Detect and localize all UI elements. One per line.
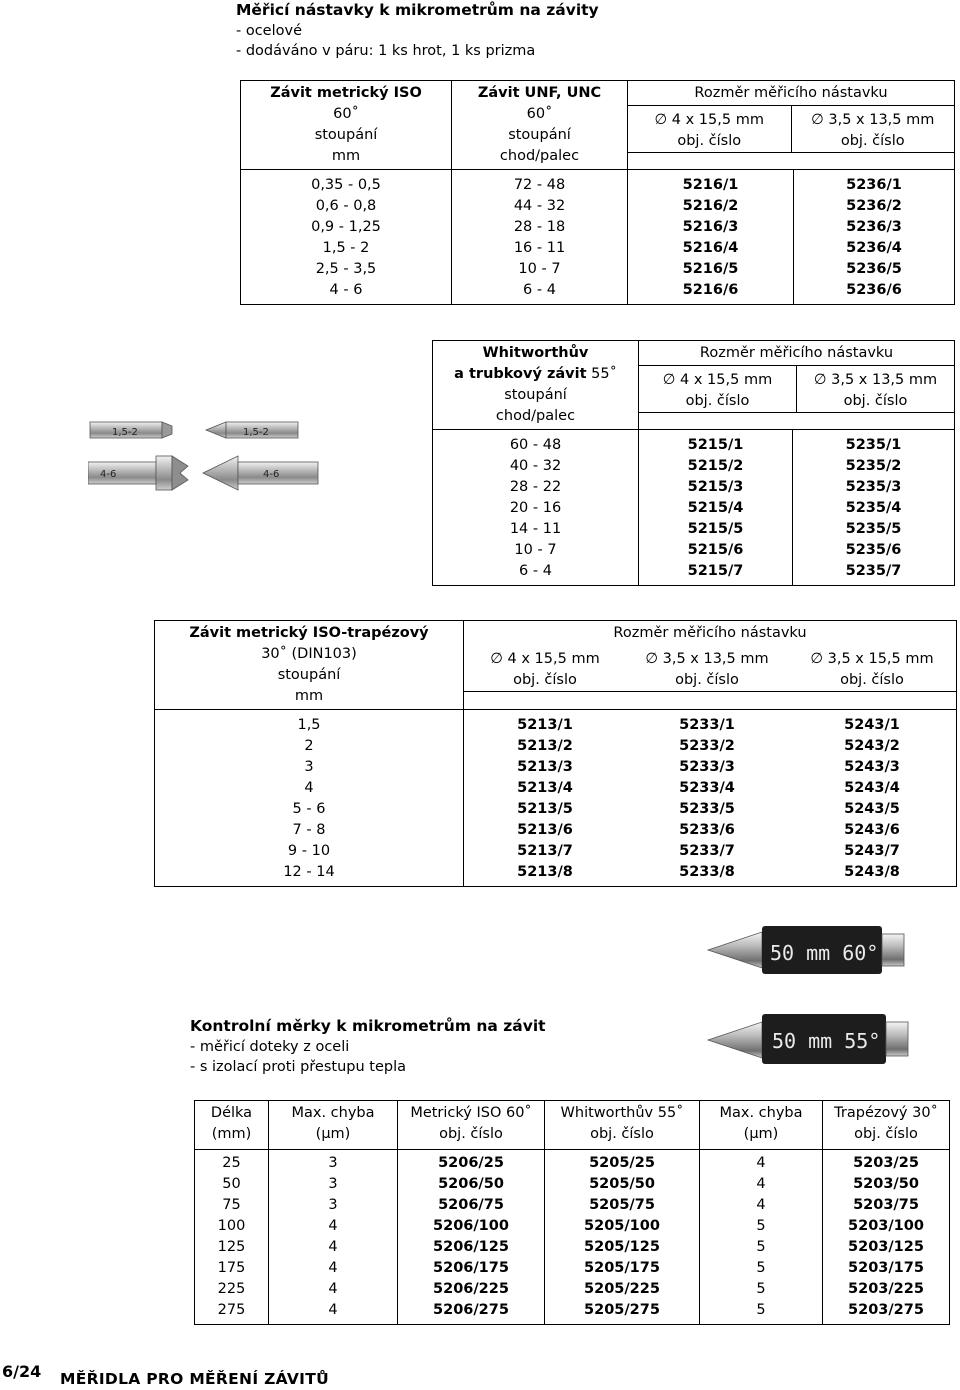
t1-head-col4-size: ∅ 3,5 x 13,5 mm xyxy=(811,112,935,128)
t3-head-col3 xyxy=(626,645,788,692)
t2-head-col1-title: Whitworthův xyxy=(482,345,589,361)
t4-col5 xyxy=(700,1150,823,1325)
t1-col4-row: 5236/3 xyxy=(846,219,902,235)
large-prism-tip xyxy=(88,462,156,484)
t3-col3-row: 5233/7 xyxy=(679,843,735,859)
t3-col2-row: 5213/5 xyxy=(517,801,573,817)
t1-col2-row: 44 - 32 xyxy=(513,198,566,214)
t4-col4-row: 5205/50 xyxy=(589,1176,655,1192)
t3-col3-row: 5233/2 xyxy=(679,738,735,754)
t3-col2-row: 5213/8 xyxy=(517,864,573,880)
t1-col4-row: 5236/2 xyxy=(846,198,902,214)
t4-col1-row: 225 xyxy=(217,1281,246,1297)
t4-head-col5 xyxy=(700,1101,823,1150)
t3-head-col1-unit: mm xyxy=(294,688,324,704)
t2-col1-row: 10 - 7 xyxy=(514,542,557,558)
t4-col1-row: 125 xyxy=(217,1239,246,1255)
t2-col1-row: 40 - 32 xyxy=(509,458,562,474)
t1-head-col4 xyxy=(791,106,954,153)
t3-head-col2-label: obj. číslo xyxy=(513,672,577,688)
t3-col1-row: 4 xyxy=(304,780,314,796)
t4-col1-row: 275 xyxy=(217,1302,246,1318)
t3-head-group xyxy=(464,621,957,710)
t4-head-col6-unit: obj. číslo xyxy=(854,1126,918,1142)
t4-col6-row: 5203/100 xyxy=(848,1218,924,1234)
intro-line-1: - ocelové xyxy=(236,23,303,39)
t4-col6 xyxy=(823,1150,950,1325)
t2-head-col3-label: obj. číslo xyxy=(843,393,908,409)
intro-line-2: - dodáváno v páru: 1 ks hrot, 1 ks prizma xyxy=(236,43,536,59)
tip-label: 4-6 xyxy=(100,469,117,480)
table-trapezoid xyxy=(154,620,957,887)
t1-col2-row: 16 - 11 xyxy=(513,240,566,256)
t4-col4-row: 5205/175 xyxy=(584,1260,660,1276)
t4-col1-row: 100 xyxy=(217,1218,246,1234)
setting-gauges-image xyxy=(700,918,915,1068)
t4-col6-row: 5203/25 xyxy=(853,1155,919,1171)
t1-col3-row: 5216/2 xyxy=(682,198,739,214)
t1-head-col1-pitch: stoupání xyxy=(314,127,378,143)
t1-head-col4-label: obj. číslo xyxy=(840,133,905,149)
t2-head-col1-title2: a trubkový závit xyxy=(454,366,587,382)
page-number: 6/24 xyxy=(2,1362,42,1381)
t1-col2 xyxy=(452,170,628,305)
t4-head-col1-title: Délka xyxy=(210,1105,253,1121)
t4-col2-row: 4 xyxy=(328,1302,338,1318)
t3-col2-row: 5213/7 xyxy=(517,843,573,859)
t1-col1-row: 0,35 - 0,5 xyxy=(311,177,381,193)
t2-head-group xyxy=(639,341,955,430)
t2-col3-row: 5235/4 xyxy=(845,500,902,516)
t1-head-group xyxy=(628,81,955,170)
t2-head-col1 xyxy=(433,341,639,430)
t2-col2-row: 5215/4 xyxy=(687,500,744,516)
t4-col3-row: 5206/25 xyxy=(438,1155,504,1171)
t2-head-col3-size: ∅ 3,5 x 13,5 mm xyxy=(813,372,938,388)
t3-head-col3-size: ∅ 3,5 x 13,5 mm xyxy=(645,651,769,667)
t4-col4-row: 5205/25 xyxy=(589,1155,655,1171)
t1-col1-row: 0,9 - 1,25 xyxy=(311,219,381,235)
t4-head-col2 xyxy=(269,1101,398,1150)
t4-col5-row: 4 xyxy=(756,1176,766,1192)
t4-col5-row: 5 xyxy=(756,1260,766,1276)
t4-col2-row: 3 xyxy=(328,1197,338,1213)
t1-col2-row: 10 - 7 xyxy=(518,261,561,277)
t2-head-col1-pitch: stoupání xyxy=(504,387,567,403)
t1-col1-row: 0,6 - 0,8 xyxy=(315,198,377,214)
t1-col3-row: 5216/1 xyxy=(682,177,739,193)
gauge-tip-60 xyxy=(708,932,762,968)
t3-col2 xyxy=(464,710,627,887)
t1-col3-row: 5216/5 xyxy=(682,261,739,277)
t2-col1-row: 28 - 22 xyxy=(509,479,562,495)
t3-col1-row: 2 xyxy=(304,738,314,754)
t2-col1-row: 6 - 4 xyxy=(519,563,552,579)
t2-group-title: Rozměr měřicího nástavku xyxy=(699,345,894,361)
t3-head-col1-title: Závit metrický ISO-trapézový xyxy=(189,625,429,641)
t3-col4-row: 5243/6 xyxy=(844,822,900,838)
t3-col2-row: 5213/3 xyxy=(517,759,573,775)
t3-col4 xyxy=(788,710,957,887)
t3-col1-row: 5 - 6 xyxy=(292,801,326,817)
t1-col4-row: 5236/1 xyxy=(846,177,902,193)
tip-label: 1,5-2 xyxy=(243,427,269,438)
t4-head-col2-title: Max. chyba xyxy=(291,1105,375,1121)
t4-col3-row: 5206/175 xyxy=(433,1260,509,1276)
t4-head-col3-unit: obj. číslo xyxy=(439,1126,503,1142)
t1-head-col1 xyxy=(241,81,452,170)
t4-col3-row: 5206/100 xyxy=(433,1218,509,1234)
t3-col4-row: 5243/2 xyxy=(844,738,900,754)
t4-col4 xyxy=(545,1150,700,1325)
t2-col3-row: 5235/1 xyxy=(845,437,902,453)
t4-head-col5-unit: (µm) xyxy=(743,1126,779,1142)
t1-head-col2-angle: 60˚ xyxy=(526,106,553,122)
gauge-label-60: 50 mm 60° xyxy=(770,941,879,965)
t3-col3-row: 5233/5 xyxy=(679,801,735,817)
t1-col3-row: 5216/3 xyxy=(682,219,739,235)
t2-col3-row: 5235/5 xyxy=(845,521,902,537)
section2-line-2: - s izolací proti přestupu tepla xyxy=(190,1059,407,1075)
t4-col4-row: 5205/275 xyxy=(584,1302,660,1318)
t4-col4-row: 5205/125 xyxy=(584,1239,660,1255)
t4-col5-row: 5 xyxy=(756,1239,766,1255)
t3-col1-row: 9 - 10 xyxy=(287,843,331,859)
t4-col6-row: 5203/175 xyxy=(848,1260,924,1276)
t3-col3 xyxy=(626,710,788,887)
t2-head-col3 xyxy=(797,366,955,413)
t4-col5-row: 4 xyxy=(756,1155,766,1171)
t4-col2-row: 4 xyxy=(328,1281,338,1297)
t1-col2-row: 6 - 4 xyxy=(523,282,556,298)
t4-col2-row: 4 xyxy=(328,1218,338,1234)
t4-head-col1-unit: (mm) xyxy=(211,1126,252,1142)
table-metric-unf xyxy=(240,80,955,305)
t1-head-col1-title: Závit metrický ISO xyxy=(270,85,422,101)
t3-col1-row: 12 - 14 xyxy=(283,864,335,880)
t1-col4-row: 5236/5 xyxy=(846,261,902,277)
t1-col1-row: 2,5 - 3,5 xyxy=(315,261,377,277)
intro-block xyxy=(236,0,599,61)
t3-col1 xyxy=(155,710,464,887)
t4-col3-row: 5206/75 xyxy=(438,1197,504,1213)
gauge-label-55: 50 mm 55° xyxy=(772,1029,881,1053)
section2-line-1: - měřicí doteky z oceli xyxy=(190,1039,350,1055)
t4-col1 xyxy=(195,1150,269,1325)
t4-col6-row: 5203/75 xyxy=(853,1197,919,1213)
t4-head-col3 xyxy=(398,1101,545,1150)
t1-col4-row: 5236/4 xyxy=(846,240,902,256)
t1-head-col2 xyxy=(452,81,628,170)
t3-col3-row: 5233/8 xyxy=(679,864,735,880)
t4-col3-row: 5206/225 xyxy=(433,1281,509,1297)
t4-head-col4-unit: obj. číslo xyxy=(590,1126,654,1142)
tip-label: 4-6 xyxy=(263,469,280,480)
footer-title: MĚŘIDLA PRO MĚŘENÍ ZÁVITŮ xyxy=(60,1370,329,1388)
t3-col3-row: 5233/1 xyxy=(679,717,735,733)
t2-col2-row: 5215/1 xyxy=(687,437,744,453)
table-setting-gauges xyxy=(194,1100,950,1325)
t3-head-col3-label: obj. číslo xyxy=(675,672,739,688)
t3-col2-row: 5213/2 xyxy=(517,738,573,754)
t4-head-col6 xyxy=(823,1101,950,1150)
t4-col2-row: 4 xyxy=(328,1239,338,1255)
t4-col4-row: 5205/75 xyxy=(589,1197,655,1213)
t4-col5-row: 4 xyxy=(756,1197,766,1213)
t2-col3 xyxy=(793,430,955,586)
section2-title: Kontrolní měrky k mikrometrům na závit xyxy=(190,1017,546,1035)
tip-label: 1,5-2 xyxy=(112,427,138,438)
t4-col2-row: 3 xyxy=(328,1176,338,1192)
t3-head-col4-label: obj. číslo xyxy=(840,672,904,688)
t1-head-col3 xyxy=(628,106,791,153)
t4-head-col6-title: Trapézový 30˚ xyxy=(834,1105,938,1121)
t4-col3-row: 5206/275 xyxy=(433,1302,509,1318)
t1-head-col3-size: ∅ 4 x 15,5 mm xyxy=(654,112,764,128)
small-cone-tip xyxy=(206,422,226,438)
t2-head-col2 xyxy=(639,366,797,413)
t2-head-col1-unit: chod/palec xyxy=(495,408,576,424)
t4-col4-row: 5205/225 xyxy=(584,1281,660,1297)
t3-col1-row: 1,5 xyxy=(297,717,321,733)
t2-col1-row: 60 - 48 xyxy=(509,437,562,453)
t4-col5-row: 5 xyxy=(756,1281,766,1297)
t2-col2 xyxy=(639,430,793,586)
t3-col4-row: 5243/7 xyxy=(844,843,900,859)
t3-head-col1-angle: 30˚ (DIN103) xyxy=(261,646,357,662)
t4-col4-row: 5205/100 xyxy=(584,1218,660,1234)
t2-col2-row: 5215/2 xyxy=(687,458,744,474)
t3-head-col2-size: ∅ 4 x 15,5 mm xyxy=(490,651,600,667)
t3-col4-row: 5243/1 xyxy=(844,717,900,733)
t2-col1-row: 20 - 16 xyxy=(509,500,562,516)
t4-col3 xyxy=(398,1150,545,1325)
t4-head-col3-title: Metrický ISO 60˚ xyxy=(410,1105,532,1121)
t2-col2-row: 5215/6 xyxy=(687,542,744,558)
t3-col4-row: 5243/8 xyxy=(844,864,900,880)
t2-col3-row: 5235/3 xyxy=(845,479,902,495)
t3-col1-row: 7 - 8 xyxy=(292,822,326,838)
t3-head-col1-pitch: stoupání xyxy=(277,667,341,683)
measuring-tips-image xyxy=(88,410,333,500)
t4-col3-row: 5206/125 xyxy=(433,1239,509,1255)
t3-col4-row: 5243/4 xyxy=(844,780,900,796)
t4-col1-row: 75 xyxy=(222,1197,241,1213)
t1-col1 xyxy=(241,170,452,305)
t4-head-col4 xyxy=(545,1101,700,1150)
t2-col3-row: 5235/6 xyxy=(845,542,902,558)
t1-head-col1-angle: 60˚ xyxy=(333,106,359,122)
t4-col6-row: 5203/225 xyxy=(848,1281,924,1297)
t2-head-col1-angle: 55˚ xyxy=(591,366,617,382)
t2-col2-row: 5215/7 xyxy=(687,563,744,579)
t1-head-col2-unit: chod/palec xyxy=(499,148,580,164)
t1-col4 xyxy=(794,170,955,305)
t4-col2-row: 4 xyxy=(328,1260,338,1276)
t3-col2-row: 5213/1 xyxy=(517,717,573,733)
t2-col1-row: 14 - 11 xyxy=(509,521,562,537)
t4-col5-row: 5 xyxy=(756,1302,766,1318)
t1-head-col2-title: Závit UNF, UNC xyxy=(477,85,602,101)
t1-head-col1-unit: mm xyxy=(331,148,361,164)
t2-col3-row: 5235/7 xyxy=(845,563,902,579)
t4-head-col1 xyxy=(195,1101,269,1150)
t4-head-col4-title: Whitworthův 55˚ xyxy=(560,1105,684,1121)
t3-col1-row: 3 xyxy=(304,759,314,775)
t2-col3-row: 5235/2 xyxy=(845,458,902,474)
t3-col2-row: 5213/6 xyxy=(517,822,573,838)
t3-col3-row: 5233/6 xyxy=(679,822,735,838)
t4-col6-row: 5203/275 xyxy=(848,1302,924,1318)
t1-col3-row: 5216/4 xyxy=(682,240,739,256)
t2-col2-row: 5215/5 xyxy=(687,521,744,537)
section2-block xyxy=(190,1016,546,1077)
t1-col3 xyxy=(628,170,794,305)
t1-head-col2-pitch: stoupání xyxy=(508,127,571,143)
t4-head-col2-unit: (µm) xyxy=(315,1126,351,1142)
large-cone-tip xyxy=(203,456,238,490)
t3-col4-row: 5243/3 xyxy=(844,759,900,775)
t3-head-col2 xyxy=(464,645,626,692)
t3-head-col4-size: ∅ 3,5 x 15,5 mm xyxy=(810,651,934,667)
t2-col2-row: 5215/3 xyxy=(687,479,744,495)
t3-head-col1 xyxy=(155,621,464,710)
t1-col2-row: 28 - 18 xyxy=(513,219,566,235)
t1-head-col3-label: obj. číslo xyxy=(677,133,742,149)
t3-head-col4 xyxy=(788,645,956,692)
t4-col2 xyxy=(269,1150,398,1325)
t4-head-col5-title: Max. chyba xyxy=(719,1105,803,1121)
t3-col2-row: 5213/4 xyxy=(517,780,573,796)
table-whitworth xyxy=(432,340,955,586)
t4-col5-row: 5 xyxy=(756,1218,766,1234)
t3-group-title: Rozměr měřicího nástavku xyxy=(613,625,807,641)
t1-col1-row: 1,5 - 2 xyxy=(322,240,370,256)
t1-group-title: Rozměr měřicího nástavku xyxy=(694,85,888,101)
t2-head-col2-size: ∅ 4 x 15,5 mm xyxy=(662,372,773,388)
t4-col6-row: 5203/50 xyxy=(853,1176,919,1192)
t3-col3-row: 5233/4 xyxy=(679,780,735,796)
t1-col3-row: 5216/6 xyxy=(682,282,739,298)
t4-col2-row: 3 xyxy=(328,1155,338,1171)
t3-col3-row: 5233/3 xyxy=(679,759,735,775)
t1-col1-row: 4 - 6 xyxy=(329,282,363,298)
t4-col6-row: 5203/125 xyxy=(848,1239,924,1255)
t4-col3-row: 5206/50 xyxy=(438,1176,504,1192)
gauge-tip-55 xyxy=(708,1022,762,1058)
t2-col1 xyxy=(433,430,639,586)
intro-title: Měřicí nástavky k mikrometrům na závity xyxy=(236,1,599,19)
t3-col4-row: 5243/5 xyxy=(844,801,900,817)
t4-col1-row: 50 xyxy=(222,1176,241,1192)
t1-col2-row: 72 - 48 xyxy=(513,177,566,193)
t4-col1-row: 175 xyxy=(217,1260,246,1276)
t1-col4-row: 5236/6 xyxy=(846,282,902,298)
t4-col1-row: 25 xyxy=(222,1155,241,1171)
t2-head-col2-label: obj. číslo xyxy=(685,393,750,409)
